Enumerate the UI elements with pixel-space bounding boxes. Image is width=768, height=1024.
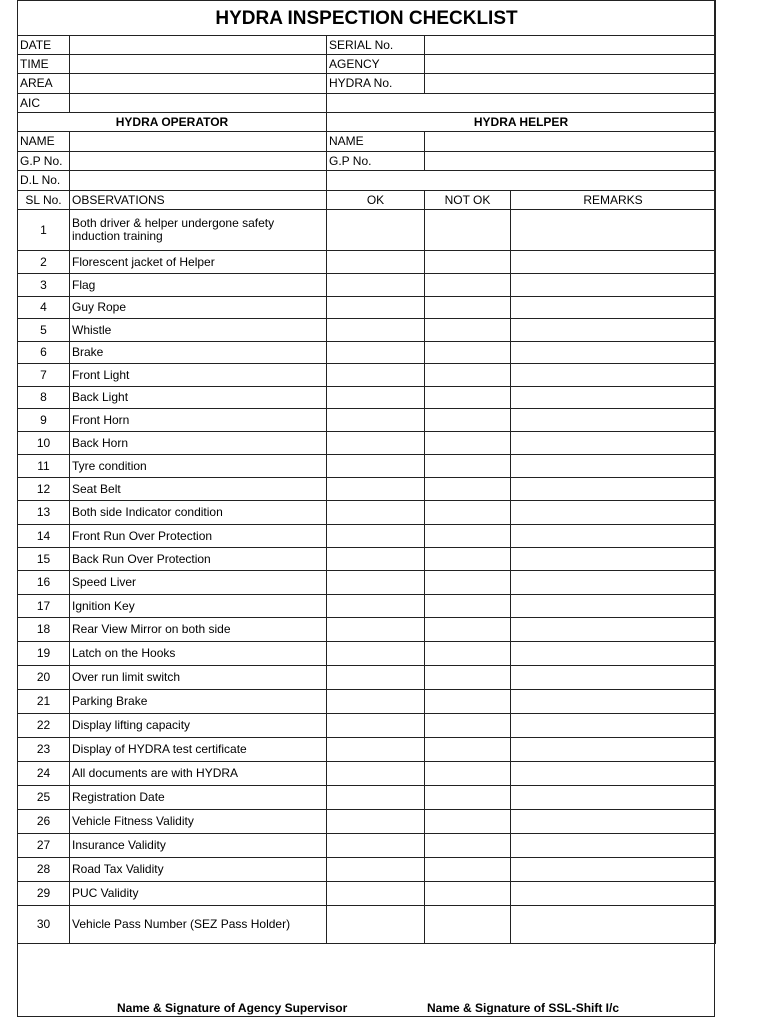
item-remarks-cell[interactable] — [511, 786, 716, 810]
helper-gp-input[interactable] — [427, 154, 713, 168]
item-number: 10 — [18, 432, 70, 455]
checklist-row — [18, 455, 716, 478]
item-remarks-cell[interactable] — [511, 387, 716, 409]
item-remarks-cell[interactable] — [511, 882, 716, 906]
checklist-row — [18, 810, 716, 834]
area-input[interactable] — [72, 77, 324, 91]
item-ok-cell[interactable] — [327, 297, 425, 319]
item-number: 26 — [18, 810, 70, 834]
item-remarks-cell[interactable] — [511, 595, 716, 618]
item-not-ok-cell[interactable] — [425, 882, 511, 906]
helper-name-label: NAME — [327, 132, 425, 152]
hydra-no-field[interactable] — [425, 74, 716, 94]
item-remarks-cell[interactable] — [511, 478, 716, 501]
item-ok-cell[interactable] — [327, 882, 425, 906]
checklist-row — [18, 251, 716, 274]
item-not-ok-cell[interactable] — [425, 738, 511, 762]
item-observation: Brake — [70, 342, 327, 364]
item-remarks-cell[interactable] — [511, 738, 716, 762]
item-remarks-cell[interactable] — [511, 714, 716, 738]
item-observation: Latch on the Hooks — [70, 642, 327, 666]
time-field[interactable] — [70, 55, 327, 74]
col-header-sl: SL No. — [18, 191, 70, 210]
item-ok-cell[interactable] — [327, 595, 425, 618]
item-ok-cell[interactable] — [327, 319, 425, 342]
serial-label: SERIAL No. — [327, 36, 425, 55]
operator-dl-field[interactable] — [70, 171, 327, 191]
date-label: DATE — [18, 36, 70, 55]
shift-incharge-signature-label: Name & Signature of SSL-Shift I/c — [427, 1001, 620, 1015]
item-not-ok-cell[interactable] — [425, 319, 511, 342]
item-number: 25 — [18, 786, 70, 810]
item-ok-cell[interactable] — [327, 762, 425, 786]
item-number: 19 — [18, 642, 70, 666]
hydra-no-input[interactable] — [427, 77, 713, 91]
item-not-ok-cell[interactable] — [425, 906, 511, 944]
checklist-row — [18, 714, 716, 738]
checklist-row — [18, 906, 716, 944]
operator-name-input[interactable] — [72, 135, 324, 149]
date-field[interactable] — [70, 36, 327, 55]
item-number: 24 — [18, 762, 70, 786]
item-observation: Back Horn — [70, 432, 327, 455]
operator-dl-input[interactable] — [72, 174, 324, 188]
item-observation: Ignition Key — [70, 595, 327, 618]
item-remarks-cell[interactable] — [511, 364, 716, 387]
checklist-row — [18, 690, 716, 714]
col-header-ok: OK — [327, 191, 425, 210]
item-not-ok-cell[interactable] — [425, 387, 511, 409]
item-not-ok-cell[interactable] — [425, 762, 511, 786]
item-number: 18 — [18, 618, 70, 642]
item-ok-cell[interactable] — [327, 738, 425, 762]
checklist-row — [18, 501, 716, 525]
item-remarks-cell[interactable] — [511, 548, 716, 571]
item-observation: Registration Date — [70, 786, 327, 810]
area-label: AREA — [18, 74, 70, 94]
checklist-row — [18, 297, 716, 319]
checklist-row — [18, 210, 716, 251]
area-field[interactable] — [70, 74, 327, 94]
item-number: 13 — [18, 501, 70, 525]
item-remarks-cell[interactable] — [511, 571, 716, 595]
item-ok-cell[interactable] — [327, 618, 425, 642]
page-title: HYDRA INSPECTION CHECKLIST — [18, 1, 716, 36]
operator-dl-label: D.L No. — [18, 171, 70, 191]
item-not-ok-cell[interactable] — [425, 786, 511, 810]
signature-area — [17, 949, 715, 1017]
item-ok-cell[interactable] — [327, 342, 425, 364]
item-not-ok-cell[interactable] — [425, 274, 511, 297]
item-remarks-cell[interactable] — [511, 274, 716, 297]
item-observation: Road Tax Validity — [70, 858, 327, 882]
operator-name-field[interactable] — [70, 132, 327, 152]
date-input[interactable] — [72, 38, 324, 52]
item-remarks-cell[interactable] — [511, 210, 716, 251]
item-not-ok-cell[interactable] — [425, 666, 511, 690]
operator-heading: HYDRA OPERATOR — [18, 113, 327, 132]
serial-field[interactable] — [425, 36, 716, 55]
item-remarks-cell[interactable] — [511, 319, 716, 342]
item-observation: Front Horn — [70, 409, 327, 432]
helper-name-field[interactable] — [425, 132, 716, 152]
item-observation: All documents are with HYDRA — [70, 762, 327, 786]
item-number: 16 — [18, 571, 70, 595]
helper-gp-label: G.P No. — [327, 152, 425, 171]
item-observation: Display lifting capacity — [70, 714, 327, 738]
item-not-ok-cell[interactable] — [425, 858, 511, 882]
item-remarks-cell[interactable] — [511, 642, 716, 666]
checklist-row — [18, 666, 716, 690]
checklist-row — [18, 319, 716, 342]
item-observation: Over run limit switch — [70, 666, 327, 690]
item-remarks-cell[interactable] — [511, 858, 716, 882]
item-not-ok-cell[interactable] — [425, 478, 511, 501]
item-observation: Display of HYDRA test certificate — [70, 738, 327, 762]
operator-gp-field[interactable] — [70, 152, 327, 171]
item-ok-cell[interactable] — [327, 501, 425, 525]
item-observation: Florescent jacket of Helper — [70, 251, 327, 274]
item-not-ok-cell[interactable] — [425, 432, 511, 455]
item-number: 21 — [18, 690, 70, 714]
checklist-row — [18, 786, 716, 810]
item-not-ok-cell[interactable] — [425, 455, 511, 478]
item-remarks-cell[interactable] — [511, 666, 716, 690]
item-ok-cell[interactable] — [327, 690, 425, 714]
item-not-ok-cell[interactable] — [425, 210, 511, 251]
checklist-row — [18, 858, 716, 882]
checklist-row — [18, 571, 716, 595]
item-remarks-cell[interactable] — [511, 906, 716, 944]
agency-label: AGENCY — [327, 55, 425, 74]
item-number: 2 — [18, 251, 70, 274]
item-number: 3 — [18, 274, 70, 297]
item-number: 22 — [18, 714, 70, 738]
item-number: 4 — [18, 297, 70, 319]
item-not-ok-cell[interactable] — [425, 714, 511, 738]
item-observation: Whistle — [70, 319, 327, 342]
item-number: 12 — [18, 478, 70, 501]
checklist-row — [18, 342, 716, 364]
item-ok-cell[interactable] — [327, 810, 425, 834]
item-ok-cell[interactable] — [327, 666, 425, 690]
item-number: 11 — [18, 455, 70, 478]
item-ok-cell[interactable] — [327, 409, 425, 432]
time-input[interactable] — [72, 57, 324, 71]
helper-name-input[interactable] — [427, 135, 713, 149]
checklist-row — [18, 642, 716, 666]
item-remarks-cell[interactable] — [511, 690, 716, 714]
checklist-row — [18, 274, 716, 297]
checklist-row — [18, 618, 716, 642]
operator-gp-input[interactable] — [72, 154, 324, 168]
item-observation: Tyre condition — [70, 455, 327, 478]
item-observation: Both driver & helper undergone safety induction training — [70, 210, 327, 251]
item-ok-cell[interactable] — [327, 714, 425, 738]
item-not-ok-cell[interactable] — [425, 618, 511, 642]
col-header-not-ok: NOT OK — [425, 191, 511, 210]
item-ok-cell[interactable] — [327, 478, 425, 501]
item-number: 5 — [18, 319, 70, 342]
item-remarks-cell[interactable] — [511, 618, 716, 642]
operator-gp-label: G.P No. — [18, 152, 70, 171]
item-ok-cell[interactable] — [327, 858, 425, 882]
hydra-no-label: HYDRA No. — [327, 74, 425, 94]
item-not-ok-cell[interactable] — [425, 501, 511, 525]
aic-label: AIC — [18, 94, 70, 113]
item-ok-cell[interactable] — [327, 548, 425, 571]
item-observation: Both side Indicator condition — [70, 501, 327, 525]
item-observation: Seat Belt — [70, 478, 327, 501]
item-not-ok-cell[interactable] — [425, 642, 511, 666]
item-remarks-cell[interactable] — [511, 342, 716, 364]
item-not-ok-cell[interactable] — [425, 297, 511, 319]
item-ok-cell[interactable] — [327, 642, 425, 666]
agency-input[interactable] — [427, 57, 713, 71]
item-not-ok-cell[interactable] — [425, 409, 511, 432]
aic-input[interactable] — [72, 96, 324, 110]
agency-supervisor-signature-label: Name & Signature of Agency Supervisor — [117, 1001, 348, 1015]
item-ok-cell[interactable] — [327, 786, 425, 810]
item-observation: Vehicle Fitness Validity — [70, 810, 327, 834]
item-number: 20 — [18, 666, 70, 690]
operator-name-label: NAME — [18, 132, 70, 152]
item-observation: PUC Validity — [70, 882, 327, 906]
item-observation: Back Light — [70, 387, 327, 409]
item-ok-cell[interactable] — [327, 432, 425, 455]
item-observation: Guy Rope — [70, 297, 327, 319]
item-not-ok-cell[interactable] — [425, 595, 511, 618]
item-number: 28 — [18, 858, 70, 882]
item-ok-cell[interactable] — [327, 571, 425, 595]
item-remarks-cell[interactable] — [511, 251, 716, 274]
item-number: 17 — [18, 595, 70, 618]
item-not-ok-cell[interactable] — [425, 571, 511, 595]
item-number: 1 — [18, 210, 70, 251]
item-remarks-cell[interactable] — [511, 834, 716, 858]
item-remarks-cell[interactable] — [511, 297, 716, 319]
item-number: 30 — [18, 906, 70, 944]
checklist-row — [18, 738, 716, 762]
helper-gp-field[interactable] — [425, 152, 716, 171]
dl-blank — [327, 171, 716, 191]
item-remarks-cell[interactable] — [511, 432, 716, 455]
col-header-observations: OBSERVATIONS — [70, 191, 327, 210]
aic-field[interactable] — [70, 94, 327, 113]
item-number: 8 — [18, 387, 70, 409]
item-observation: Front Light — [70, 364, 327, 387]
item-remarks-cell[interactable] — [511, 409, 716, 432]
checklist-row — [18, 834, 716, 858]
item-ok-cell[interactable] — [327, 364, 425, 387]
item-number: 7 — [18, 364, 70, 387]
serial-input[interactable] — [427, 38, 713, 52]
item-ok-cell[interactable] — [327, 455, 425, 478]
item-remarks-cell[interactable] — [511, 810, 716, 834]
checklist-row — [18, 762, 716, 786]
checklist-row — [18, 595, 716, 618]
item-observation: Rear View Mirror on both side — [70, 618, 327, 642]
item-not-ok-cell[interactable] — [425, 810, 511, 834]
item-number: 15 — [18, 548, 70, 571]
item-ok-cell[interactable] — [327, 387, 425, 409]
item-not-ok-cell[interactable] — [425, 525, 511, 548]
checklist-row — [18, 409, 716, 432]
item-not-ok-cell[interactable] — [425, 548, 511, 571]
item-observation: Back Run Over Protection — [70, 548, 327, 571]
item-ok-cell[interactable] — [327, 525, 425, 548]
item-ok-cell[interactable] — [327, 210, 425, 251]
item-remarks-cell[interactable] — [511, 501, 716, 525]
checklist-row — [18, 387, 716, 409]
helper-heading: HYDRA HELPER — [327, 113, 716, 132]
item-not-ok-cell[interactable] — [425, 342, 511, 364]
checklist-table — [17, 0, 716, 944]
agency-field[interactable] — [425, 55, 716, 74]
item-number: 14 — [18, 525, 70, 548]
item-not-ok-cell[interactable] — [425, 251, 511, 274]
item-observation: Speed Liver — [70, 571, 327, 595]
item-number: 29 — [18, 882, 70, 906]
item-number: 27 — [18, 834, 70, 858]
checklist-row — [18, 432, 716, 455]
item-not-ok-cell[interactable] — [425, 364, 511, 387]
checklist-row — [18, 478, 716, 501]
item-ok-cell[interactable] — [327, 906, 425, 944]
item-ok-cell[interactable] — [327, 834, 425, 858]
checklist-row — [18, 525, 716, 548]
checklist-row — [18, 548, 716, 571]
item-observation: Vehicle Pass Number (SEZ Pass Holder) — [70, 906, 327, 944]
item-ok-cell[interactable] — [327, 251, 425, 274]
item-not-ok-cell[interactable] — [425, 690, 511, 714]
checklist-row — [18, 364, 716, 387]
item-ok-cell[interactable] — [327, 274, 425, 297]
item-observation: Front Run Over Protection — [70, 525, 327, 548]
item-remarks-cell[interactable] — [511, 455, 716, 478]
item-number: 6 — [18, 342, 70, 364]
aic-blank — [327, 94, 716, 113]
checklist-row — [18, 882, 716, 906]
col-header-remarks: REMARKS — [511, 191, 716, 210]
item-not-ok-cell[interactable] — [425, 834, 511, 858]
item-remarks-cell[interactable] — [511, 762, 716, 786]
item-number: 9 — [18, 409, 70, 432]
item-number: 23 — [18, 738, 70, 762]
item-observation: Flag — [70, 274, 327, 297]
time-label: TIME — [18, 55, 70, 74]
item-remarks-cell[interactable] — [511, 525, 716, 548]
item-observation: Insurance Validity — [70, 834, 327, 858]
item-observation: Parking Brake — [70, 690, 327, 714]
